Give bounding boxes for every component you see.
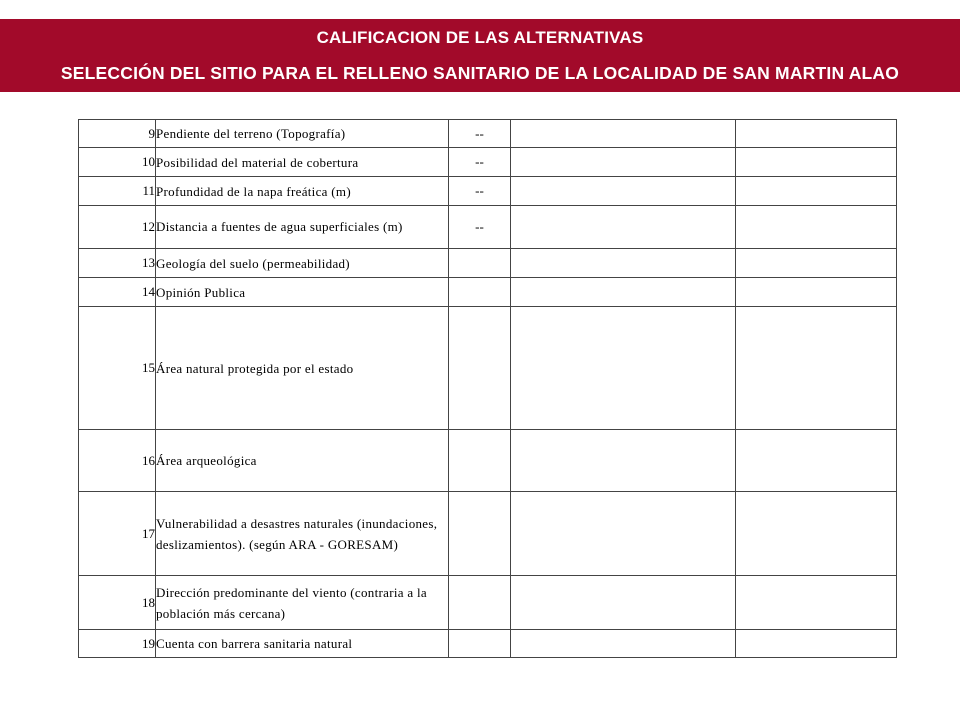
table-row: [79, 120, 897, 148]
empty-cell: [736, 249, 897, 278]
score-cell: [449, 307, 511, 430]
empty-cell: [736, 307, 897, 430]
empty-cell: [736, 120, 897, 148]
empty-cell: [736, 278, 897, 307]
score-cell: --: [449, 120, 511, 148]
criterion-text: Cuenta con barrera sanitaria natural: [156, 630, 449, 658]
criterion-text: Vulnerabilidad a desastres naturales (inundaciones, deslizamientos). (según ARA - GORESAM): [156, 492, 449, 576]
score-cell: [449, 278, 511, 307]
criterion-text: Área natural protegida por el estado: [156, 307, 449, 430]
score-cell: --: [449, 206, 511, 249]
table-row: [79, 492, 897, 576]
criterion-text: Distancia a fuentes de agua superficiales (m): [156, 206, 449, 249]
empty-cell: [736, 177, 897, 206]
table-row: [79, 630, 897, 658]
empty-cell: [511, 120, 736, 148]
title-banner: [0, 19, 960, 92]
table-row: [79, 206, 897, 249]
criterion-text: Área arqueológica: [156, 430, 449, 492]
table-row: [79, 278, 897, 307]
row-number: 14: [79, 278, 156, 307]
score-cell: [449, 430, 511, 492]
score-cell: [449, 630, 511, 658]
empty-cell: [736, 148, 897, 177]
row-number: 18: [79, 576, 156, 630]
score-cell: --: [449, 177, 511, 206]
empty-cell: [736, 630, 897, 658]
row-number: 17: [79, 492, 156, 576]
criterion-text: Profundidad de la napa freática (m): [156, 177, 449, 206]
empty-cell: [511, 148, 736, 177]
empty-cell: [511, 576, 736, 630]
criterion-text: Geología del suelo (permeabilidad): [156, 249, 449, 278]
empty-cell: [511, 206, 736, 249]
table-row: [79, 177, 897, 206]
score-cell: [449, 576, 511, 630]
row-number: 13: [79, 249, 156, 278]
table-row: [79, 307, 897, 430]
criteria-table: [78, 119, 897, 658]
row-number: 16: [79, 430, 156, 492]
score-cell: [449, 492, 511, 576]
row-number: 15: [79, 307, 156, 430]
row-number: 12: [79, 206, 156, 249]
table-row: [79, 249, 897, 278]
row-number: 19: [79, 630, 156, 658]
empty-cell: [511, 630, 736, 658]
criterion-text: Dirección predominante del viento (contraria a la población más cercana): [156, 576, 449, 630]
criterion-text: Opinión Publica: [156, 278, 449, 307]
score-cell: [449, 249, 511, 278]
empty-cell: [511, 492, 736, 576]
table-row: [79, 576, 897, 630]
empty-cell: [511, 177, 736, 206]
criterion-text: Posibilidad del material de cobertura: [156, 148, 449, 177]
row-number: 10: [79, 148, 156, 177]
empty-cell: [511, 307, 736, 430]
empty-cell: [736, 430, 897, 492]
title-line-1: CALIFICACION DE LAS ALTERNATIVAS: [316, 28, 644, 47]
empty-cell: [736, 576, 897, 630]
empty-cell: [736, 206, 897, 249]
row-number: 9: [79, 120, 156, 148]
empty-cell: [511, 278, 736, 307]
table-row: [79, 148, 897, 177]
table-row: [79, 430, 897, 492]
row-number: 11: [79, 177, 156, 206]
criterion-text: Pendiente del terreno (Topografía): [156, 120, 449, 148]
title-line-2: SELECCIÓN DEL SITIO PARA EL RELLENO SANITARIO DE LA LOCALIDAD DE SAN MARTIN ALAO: [60, 63, 900, 83]
score-cell: --: [449, 148, 511, 177]
empty-cell: [511, 430, 736, 492]
empty-cell: [736, 492, 897, 576]
empty-cell: [511, 249, 736, 278]
